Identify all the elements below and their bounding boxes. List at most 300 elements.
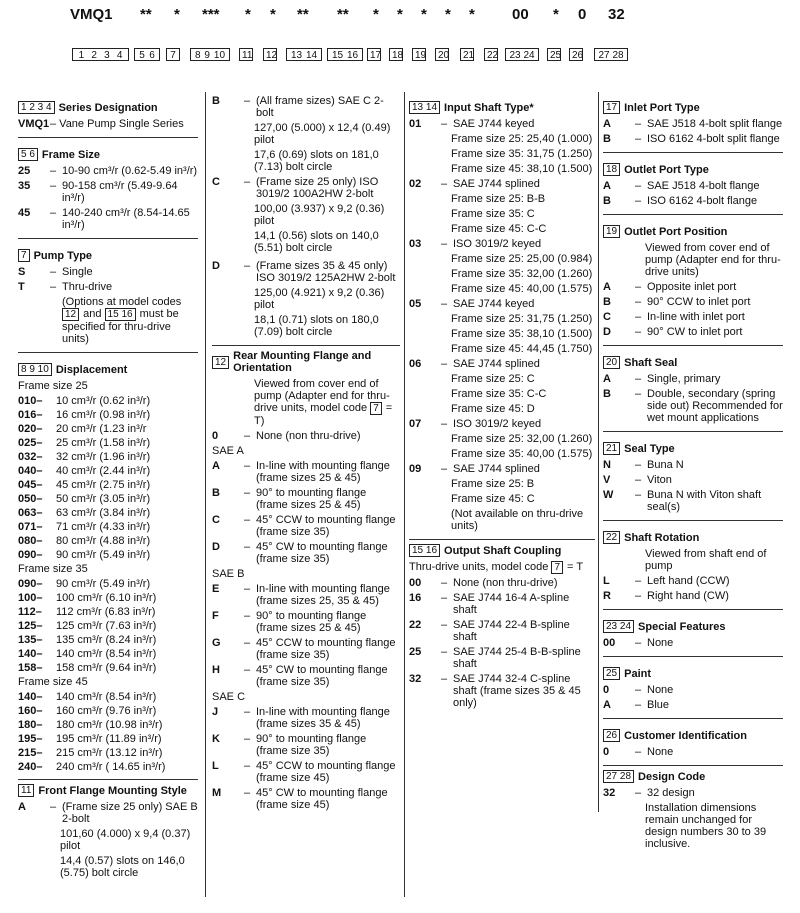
option-row: T – Thru-drive — [18, 281, 198, 293]
option-code: 0 — [603, 746, 610, 758]
option-code: A — [212, 460, 220, 472]
model-code-token: 32 — [608, 6, 625, 23]
section-title: Front Flange Mounting Style — [38, 784, 187, 797]
option-code: 05 — [409, 298, 422, 310]
option-code: A — [603, 281, 611, 293]
section-code-box: 26 — [603, 729, 620, 742]
column-4 — [603, 95, 783, 853]
option-code: C — [212, 514, 220, 526]
position-box: 11 — [239, 48, 253, 61]
displacement-list — [18, 578, 198, 674]
option-text: 45° CW to mounting flange (frame size 35) — [256, 541, 388, 565]
option-row: N – Buna N — [603, 459, 783, 471]
section-code-box: 8 9 10 — [18, 363, 52, 376]
option-text: In-line with mounting flange (frame sizes 25 & 45) — [256, 460, 390, 484]
option-code: 45 — [18, 207, 31, 219]
option-code: L — [603, 575, 610, 587]
shaft-detail: Frame size 45: D — [451, 403, 535, 415]
option-code: J — [212, 706, 219, 718]
position-box: 1 2 3 4 — [72, 48, 129, 61]
column-3 — [409, 95, 595, 712]
option-code: L — [212, 760, 219, 772]
option-text: – Vane Pump Single Series — [50, 118, 184, 130]
option-code: 112– — [18, 606, 42, 618]
option-code: 125– — [18, 620, 43, 632]
section-title: Inlet Port Type — [624, 101, 700, 114]
option-code: 215– — [18, 747, 43, 759]
position-box: 7 — [166, 48, 180, 61]
position-box: 5 6 — [134, 48, 160, 61]
option-code: 140– — [18, 691, 43, 703]
shaft-detail: Frame size 25: 31,75 (1.250) — [451, 313, 593, 325]
frame-size-heading: Frame size 25 — [18, 380, 88, 392]
model-code-token: * — [445, 6, 451, 23]
option-code: 32 — [603, 787, 616, 799]
shaft-detail: Frame size 25: C — [451, 373, 535, 385]
section-code-box: 22 — [603, 531, 620, 544]
option-code: M — [212, 787, 222, 799]
section-s27 — [603, 770, 783, 850]
section-title: Series Designation — [58, 101, 158, 114]
shaft-list — [409, 118, 595, 532]
option-text: 135 cm³/r (8.24 in³/r) — [56, 634, 157, 646]
option-text: 10-90 cm³/r (0.62-5.49 in³/r) — [62, 165, 198, 177]
section-title: Outlet Port Position — [624, 225, 728, 238]
option-list — [409, 577, 595, 709]
option-text: 215 cm³/r (13.12 in³/r) — [56, 747, 163, 759]
section-s18 — [603, 157, 783, 215]
model-code-token: 00 — [512, 6, 529, 23]
position-box: 13 14 — [286, 48, 322, 61]
option-code: A — [603, 373, 611, 385]
option-row: 0 – None — [603, 684, 783, 696]
option-text: 90° CW to inlet port — [647, 326, 743, 338]
position-box: 25 — [547, 48, 561, 61]
option-row: 00 – None — [603, 637, 783, 649]
option-row: 22 – SAE J744 22-4 B-spline shaft — [409, 619, 595, 643]
option-row: B – 90° CCW to inlet port — [603, 296, 783, 308]
option-text: 50 cm³/r (3.05 in³/r) — [56, 493, 151, 505]
model-code-token: ** — [337, 6, 349, 23]
option-code: 100– — [18, 592, 43, 604]
option-text: 112 cm³/r (6.83 in³/r) — [56, 606, 156, 618]
displacement-row — [18, 691, 198, 703]
position-box: 23 24 — [505, 48, 539, 61]
option-code: H — [212, 664, 220, 676]
output-shaft-section — [409, 544, 595, 709]
position-box: 26 — [569, 48, 583, 61]
option-list — [212, 583, 400, 688]
option-row: A – In-line with mounting flange (frame sizes 25 & 45) — [212, 460, 400, 484]
option-code: 16 — [409, 592, 422, 604]
position-box: 8 9 10 — [190, 48, 230, 61]
column-1 — [18, 95, 198, 882]
option-row: L – Left hand (CCW) — [603, 575, 783, 587]
section-s20 — [603, 350, 783, 432]
section-code-box: 12 — [212, 356, 229, 369]
shaft-detail: Frame size 35: 31,75 (1.250) — [451, 148, 593, 160]
option-code: K — [212, 733, 220, 745]
option-text: 16 cm³/r (0.98 in³/r) — [56, 409, 151, 421]
option-code: B — [603, 296, 611, 308]
thru-drive-note: (Options at model codes 12 and 15 16 must be specified for thru-drive units) — [62, 296, 182, 345]
option-text: 20 cm³/r (1.23 in³/r — [56, 423, 147, 435]
displacement-row — [18, 507, 198, 519]
model-code-token: VMQ1 — [70, 6, 113, 23]
shaft-detail: Frame size 25: 32,00 (1.260) — [451, 433, 593, 445]
option-row: 16 – SAE J744 16-4 A-spline shaft — [409, 592, 595, 616]
option-text: 45° CCW to mounting flange (frame size 45) — [256, 760, 396, 784]
option-code: E — [212, 583, 220, 595]
section-note: Viewed from shaft end of pump — [645, 548, 767, 572]
position-box: 21 — [460, 48, 474, 61]
option-code: 06 — [409, 358, 422, 370]
section-code-box: 20 — [603, 356, 620, 369]
option-row: 32 – SAE J744 32-4 C-spline shaft (frame sizes 35 & 45 only) — [409, 673, 595, 709]
option-text: 100 cm³/r (6.10 in³/r) — [56, 592, 157, 604]
option-row: H – 45° CW to mounting flange (frame size 35) — [212, 664, 400, 688]
option-text: Right hand (CW) — [647, 590, 729, 602]
option-code: 090– — [18, 578, 43, 590]
option-text: 63 cm³/r (3.84 in³/r) — [56, 507, 151, 519]
input-shaft-section — [409, 95, 595, 540]
option-text: 25 cm³/r (1.58 in³/r) — [56, 437, 151, 449]
option-row: B – Double, secondary (spring side out) Recommended for wet mount applications — [603, 388, 783, 424]
position-box: 12 — [263, 48, 277, 61]
displacement-row — [18, 409, 198, 421]
frame-size-heading: Frame size 35 — [18, 563, 88, 575]
sae-group-heading: SAE C — [212, 691, 246, 703]
option-row: A – Opposite inlet port — [603, 281, 783, 293]
displacement-row — [18, 535, 198, 547]
section-title: Seal Type — [624, 442, 675, 455]
option-row: 03 – ISO 3019/2 keyed — [409, 238, 595, 250]
option-text: 125 cm³/r (7.63 in³/r) — [56, 620, 157, 632]
shaft-detail: (Not available on thru-drive units) — [451, 508, 584, 532]
option-code: 090– — [18, 549, 43, 561]
option-text: 160 cm³/r (9.76 in³/r) — [56, 705, 157, 717]
option-text: 45° CCW to mounting flange (frame size 35) — [256, 637, 396, 661]
displacement-row — [18, 493, 198, 505]
option-row: K – 90° to mounting flange (frame size 35) — [212, 733, 400, 757]
option-row: M – 45° CW to mounting flange (frame size 45) — [212, 787, 400, 811]
frame-size-heading: Frame size 45 — [18, 676, 88, 688]
option-text: 140-240 cm³/r (8.54-14.65 in³/r) — [62, 207, 190, 231]
option-code: D — [212, 541, 220, 553]
shaft-detail: Frame size 25: B — [451, 478, 535, 490]
option-row: F – 90° to mounting flange (frame sizes 25 & 45) — [212, 610, 400, 634]
option-text: 71 cm³/r (4.33 in³/r) — [56, 521, 151, 533]
model-code-token: * — [270, 6, 276, 23]
option-text: Buna N with Viton shaft seal(s) — [647, 489, 762, 513]
displacement-row — [18, 592, 198, 604]
displacement-row — [18, 451, 198, 463]
option-text: ISO 6162 4-bolt split flange — [647, 133, 780, 145]
shaft-detail: Frame size 45: 40,00 (1.575) — [451, 283, 593, 295]
option-code: 195– — [18, 733, 43, 745]
shaft-detail: Frame size 45: C — [451, 493, 535, 505]
section-code-box: 18 — [603, 163, 620, 176]
column-divider — [404, 92, 405, 897]
displacement-row — [18, 620, 198, 632]
option-row: G – 45° CCW to mounting flange (frame size 35) — [212, 637, 400, 661]
shaft-detail: Frame size 35: 38,10 (1.500) — [451, 328, 593, 340]
option-code: 01 — [409, 118, 422, 130]
section-code-box: 23 24 — [603, 620, 634, 633]
front-flange-section: 11 Front Flange Mounting Style A – (Frame size 25 only) SAE B 2-bolt 101,60 (4.000) x 9,4 (0.37) pilot 14,4 (0.57) slots on 146,0 (5.75) bolt circle — [18, 784, 198, 879]
option-row: A – SAE J518 4-bolt split flange — [603, 118, 783, 130]
option-text: 45° CCW to mounting flange (frame size 35) — [256, 514, 396, 538]
option-text: Opposite inlet port — [647, 281, 737, 293]
section-code-box: 15 16 — [409, 544, 440, 557]
position-box: 27 28 — [594, 48, 628, 61]
option-row: W – Buna N with Viton shaft seal(s) — [603, 489, 783, 513]
option-code: 032– — [18, 451, 43, 463]
displacement-row — [18, 395, 198, 407]
option-list — [18, 266, 198, 293]
option-code: A — [603, 180, 611, 192]
option-row: S – Single — [18, 266, 198, 278]
column-divider — [598, 92, 599, 812]
model-code-token: * — [421, 6, 427, 23]
option-text: 90-158 cm³/r (5.49-9.64 in³/r) — [62, 180, 178, 204]
shaft-detail: Frame size 35: 40,00 (1.575) — [451, 448, 593, 460]
option-code: 32 — [409, 673, 422, 685]
option-row: D – 45° CW to mounting flange (frame size 35) — [212, 541, 400, 565]
displacement-row — [18, 465, 198, 477]
section-s23 — [603, 614, 783, 657]
shaft-detail: Frame size 45: C-C — [451, 223, 547, 235]
section-code-box: 19 — [603, 225, 620, 238]
section-code-box: 25 — [603, 667, 620, 680]
frame-size-section — [18, 142, 198, 239]
section-code-box: 27 28 — [603, 770, 634, 783]
option-code: G — [212, 637, 221, 649]
option-text: 180 cm³/r (10.98 in³/r) — [56, 719, 163, 731]
position-box: 20 — [435, 48, 449, 61]
section-title: Paint — [624, 667, 652, 680]
option-text: 90° to mounting flange (frame sizes 25 & 45) — [256, 610, 367, 634]
option-code: 09 — [409, 463, 422, 475]
option-text: SAE J744 splined — [453, 358, 540, 370]
displacement-row — [18, 423, 198, 435]
displacement-row — [18, 549, 198, 561]
option-list — [212, 706, 400, 811]
option-text: 90° to mounting flange (frame size 35) — [256, 733, 367, 757]
option-text: 45° CW to mounting flange (frame size 45) — [256, 787, 388, 811]
section-title: Outlet Port Type — [624, 163, 709, 176]
option-row: 25 – 10-90 cm³/r (0.62-5.49 in³/r) — [18, 165, 198, 177]
option-list — [18, 165, 198, 231]
position-box: 19 — [412, 48, 426, 61]
option-code: V — [603, 474, 611, 486]
option-row: A – SAE J518 4-bolt flange — [603, 180, 783, 192]
option-text: SAE J744 keyed — [453, 118, 535, 130]
option-text: Single, primary — [647, 373, 721, 385]
option-text: None — [647, 746, 674, 758]
series-designation-section — [18, 95, 198, 138]
displacement-list — [18, 395, 198, 561]
option-code: 080– — [18, 535, 43, 547]
option-text: 140 cm³/r (8.54 in³/r) — [56, 691, 157, 703]
option-text: SAE J518 4-bolt flange — [647, 180, 760, 192]
option-row: C – 45° CCW to mounting flange (frame size 35) — [212, 514, 400, 538]
option-code: 016– — [18, 409, 43, 421]
option-text: ISO 3019/2 keyed — [453, 418, 542, 430]
displacement-row — [18, 761, 198, 773]
position-box: 18 — [389, 48, 403, 61]
shaft-detail: Frame size 35: C-C — [451, 388, 547, 400]
option-row: A – Blue — [603, 699, 783, 711]
option-text: SAE J744 splined — [453, 178, 540, 190]
option-text: Viton — [647, 474, 672, 486]
option-code: 25 — [18, 165, 31, 177]
displacement-section — [18, 357, 198, 780]
option-row: 32 – 32 design — [603, 787, 783, 799]
option-code: D — [603, 326, 611, 338]
option-row: L – 45° CCW to mounting flange (frame size 45) — [212, 760, 400, 784]
option-text: Thru-drive — [62, 281, 113, 293]
option-code: 00 — [603, 637, 616, 649]
option-text: None (non thru-drive) — [453, 577, 558, 589]
option-text: 240 cm³/r ( 14.65 in³/r) — [56, 761, 166, 773]
option-text: Blue — [647, 699, 670, 711]
section-title: Rear Mounting Flange and Orientation — [233, 350, 372, 374]
section-title: Frame Size — [41, 148, 100, 161]
option-row: 05 – SAE J744 keyed — [409, 298, 595, 310]
model-code-header — [0, 0, 800, 70]
option-text: In-line with mounting flange (frame sizes 25, 35 & 45) — [256, 583, 390, 607]
displacement-row — [18, 437, 198, 449]
option-text: Double, secondary (spring side out) Recommended for wet mount applications — [647, 388, 783, 424]
section-code-box: 17 — [603, 101, 620, 114]
position-box: 22 — [484, 48, 498, 61]
option-row: 02 – SAE J744 splined — [409, 178, 595, 190]
option-row: D – 90° CW to inlet port — [603, 326, 783, 338]
section-s25 — [603, 661, 783, 719]
option-code: 03 — [409, 238, 422, 250]
option-code: 02 — [409, 178, 422, 190]
option-text: ISO 6162 4-bolt flange — [647, 195, 758, 207]
option-row: 00 – None (non thru-drive) — [409, 577, 595, 589]
option-code: A — [603, 699, 611, 711]
option-row: 09 – SAE J744 splined — [409, 463, 595, 475]
option-code: A — [603, 118, 611, 130]
section-title: Shaft Rotation — [624, 531, 700, 544]
section-title: Special Features — [638, 620, 726, 633]
option-row: 45 – 140-240 cm³/r (8.54-14.65 in³/r) — [18, 207, 198, 231]
option-code: W — [603, 489, 614, 501]
option-code: VMQ1 — [18, 118, 50, 130]
section-code-box: 11 — [18, 784, 34, 797]
displacement-row — [18, 606, 198, 618]
displacement-row — [18, 733, 198, 745]
option-text: SAE J744 16-4 A-spline shaft — [453, 592, 570, 616]
model-code-token: * — [553, 6, 559, 23]
option-code: R — [603, 590, 611, 602]
option-code: 010– — [18, 395, 43, 407]
option-code: F — [212, 610, 219, 622]
displacement-row — [18, 479, 198, 491]
sae-group-heading: SAE B — [212, 568, 245, 580]
shaft-detail: Frame size 35: C — [451, 208, 535, 220]
option-list — [212, 460, 400, 565]
model-code-token: 0 — [578, 6, 587, 23]
displacement-row — [18, 719, 198, 731]
option-code: 135– — [18, 634, 43, 646]
option-text: 80 cm³/r (4.88 in³/r) — [56, 535, 151, 547]
model-code-token: * — [397, 6, 403, 23]
section-s22 — [603, 525, 783, 610]
flange-c-option: C – (Frame size 25 only) ISO 3019/2 100A2HW 2-bolt 100,00 (3.937) x 9,2 (0.36) pilot 14,1 (0.56) slots on 140,0 (5.51) bolt circle — [212, 176, 385, 254]
model-code-token: * — [174, 6, 180, 23]
shaft-detail: Frame size 25: B-B — [451, 193, 546, 205]
option-code: 040– — [18, 465, 43, 477]
option-text: 10 cm³/r (0.62 in³/r) — [56, 395, 151, 407]
option-text: 40 cm³/r (2.44 in³/r) — [56, 465, 151, 477]
option-code: 160– — [18, 705, 43, 717]
sae-group-heading: SAE A — [212, 445, 244, 457]
option-code: 025– — [18, 437, 43, 449]
option-code: 35 — [18, 180, 31, 192]
option-row: A – Single, primary — [603, 373, 783, 385]
option-code: 071– — [18, 521, 43, 533]
section-s26 — [603, 723, 783, 766]
shaft-detail: Frame size 35: 32,00 (1.260) — [451, 268, 593, 280]
section-s17 — [603, 95, 783, 153]
option-text: 32 design — [647, 787, 695, 799]
section-note: Installation dimensions remain unchanged for design numbers 30 to 39 inclusive. — [645, 802, 767, 850]
displacement-row — [18, 521, 198, 533]
section-title: Design Code — [638, 770, 706, 783]
section-title: Shaft Seal — [624, 356, 678, 369]
option-row: 01 – SAE J744 keyed — [409, 118, 595, 130]
option-code: 045– — [18, 479, 43, 491]
option-code: B — [603, 388, 611, 400]
option-text: 195 cm³/r (11.89 in³/r) — [56, 733, 162, 745]
flange-b-option: B – (All frame sizes) SAE C 2-bolt 127,00 (5.000) x 12,4 (0.49) pilot 17,6 (0.69) slots on 181,0 (7.13) bolt circle — [212, 95, 391, 173]
option-code: 00 — [409, 577, 422, 589]
shaft-detail: Frame size 45: 44,45 (1.750) — [451, 343, 593, 355]
section-title: Input Shaft Type* — [444, 101, 534, 114]
option-code: 22 — [409, 619, 422, 631]
option-text: 158 cm³/r (9.64 in³/r) — [56, 662, 157, 674]
option-row: B – ISO 6162 4-bolt split flange — [603, 133, 783, 145]
option-code: 063– — [18, 507, 43, 519]
output-shaft-note: Thru-drive units, model code 7 = T — [409, 561, 584, 573]
option-text: Single — [62, 266, 93, 278]
option-code: 240– — [18, 761, 43, 773]
option-code: T — [18, 281, 25, 293]
option-code: 07 — [409, 418, 422, 430]
option-row: 35 – 90-158 cm³/r (5.49-9.64 in³/r) — [18, 180, 198, 204]
option-code: B — [212, 487, 220, 499]
option-row: 25 – SAE J744 25-4 B-B-spline shaft — [409, 646, 595, 670]
model-code-token: * — [245, 6, 251, 23]
section-title: Displacement — [55, 363, 128, 376]
option-text: Left hand (CCW) — [647, 575, 730, 587]
displacement-list — [18, 691, 198, 773]
option-text: SAE J744 25-4 B-B-spline shaft — [453, 646, 581, 670]
option-code: C — [603, 311, 611, 323]
displacement-row — [18, 747, 198, 759]
flange-d-option: D – (Frame sizes 35 & 45 only) ISO 3019/2 125A2HW 2-bolt 125,00 (4.921) x 9,2 (0.36) pilot 18,1 (0.71) slots on 180,0 (7.09) bolt circle — [212, 257, 400, 346]
section-note: Viewed from cover end of pump (Adapter end for thru-drive units) — [645, 242, 781, 278]
option-text: SAE J744 22-4 B-spline shaft — [453, 619, 570, 643]
option-text: SAE J518 4-bolt split flange — [647, 118, 783, 130]
section-code-box: 5 6 — [18, 148, 38, 161]
option-text: SAE J744 splined — [453, 463, 540, 475]
